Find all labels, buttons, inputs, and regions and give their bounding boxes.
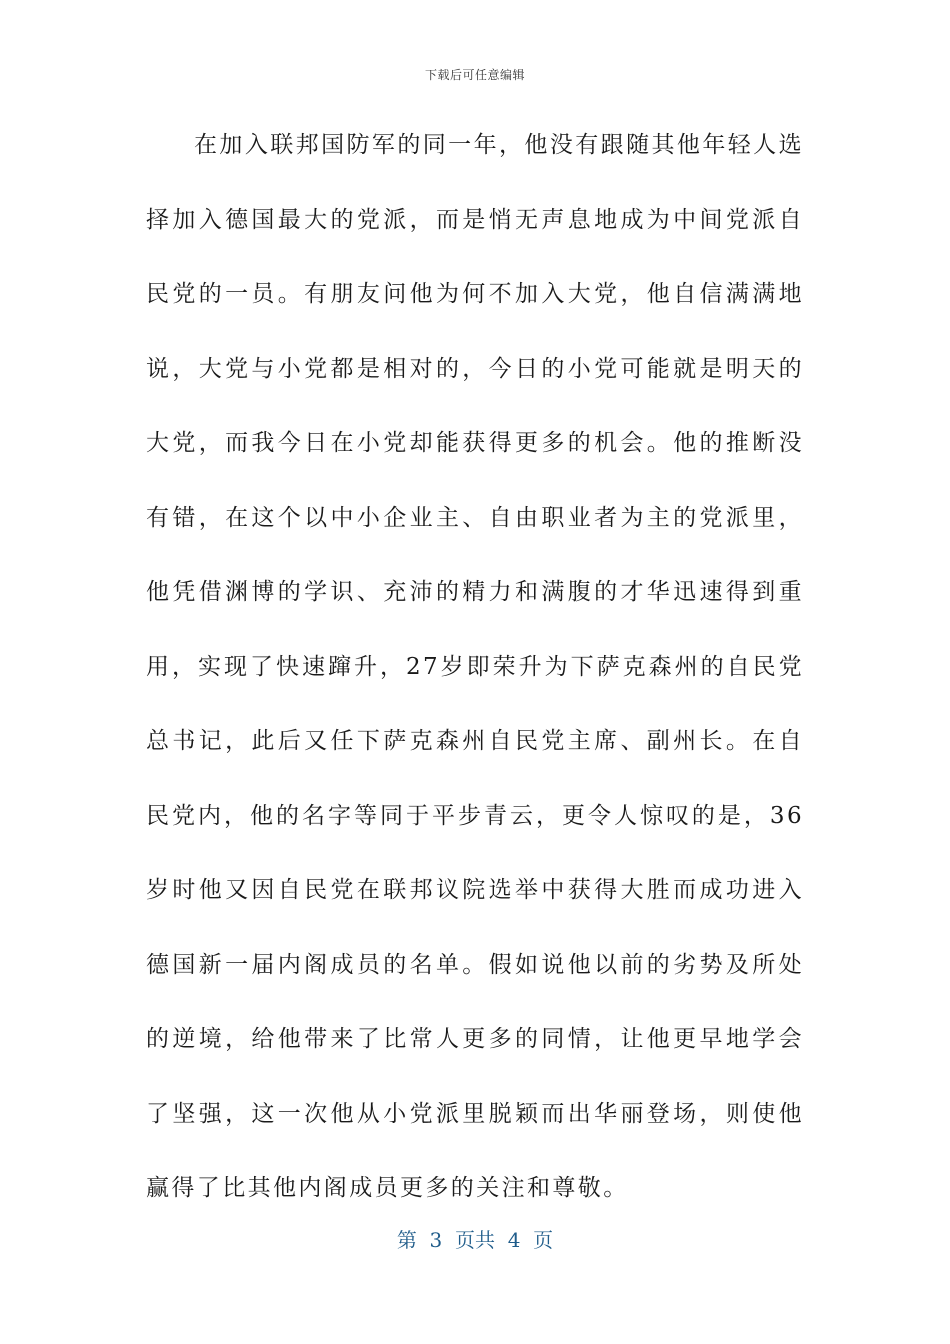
page-number-footer: 第 3 页共 4 页 [396, 1228, 554, 1252]
body-paragraph: 在加入联邦国防军的同一年，他没有跟随其他年轻人选择加入德国最大的党派，而是悄无声息地成为中间党派自民党的一员。有朋友问他为何不加入大党，他自信满满地说，大党与小党都是相对的，今日的小党可能就是明天的大党，而我今日在小党却能获得更多的机会。他的推断没有错，在这个以中小企业主、自由职业者为主的党派里，他凭借渊博的学识、充沛的精力和满腹的才华迅速得到重用，实现了快速蹿升，27岁即荣升为下萨克森州的自民党总书记，此后又任下萨克森州自民党主席、副州长。在自民党内，他的名字等同于平步青云，更令人惊叹的是，36岁时他又因自民党在联邦议院选举中获得大胜而成功进入德国新一届内阁成员的名单。假如说他以前的劣势及所处的逆境，给他带来了比常人更多的同情，让他更早地学会了坚强，这一次他从小党派里脱颖而出华丽登场，则使他赢得了比其他内阁成员更多的关注和尊敬。 [146, 132, 804, 1201]
header-note: 下载后可任意编辑 [424, 68, 525, 82]
